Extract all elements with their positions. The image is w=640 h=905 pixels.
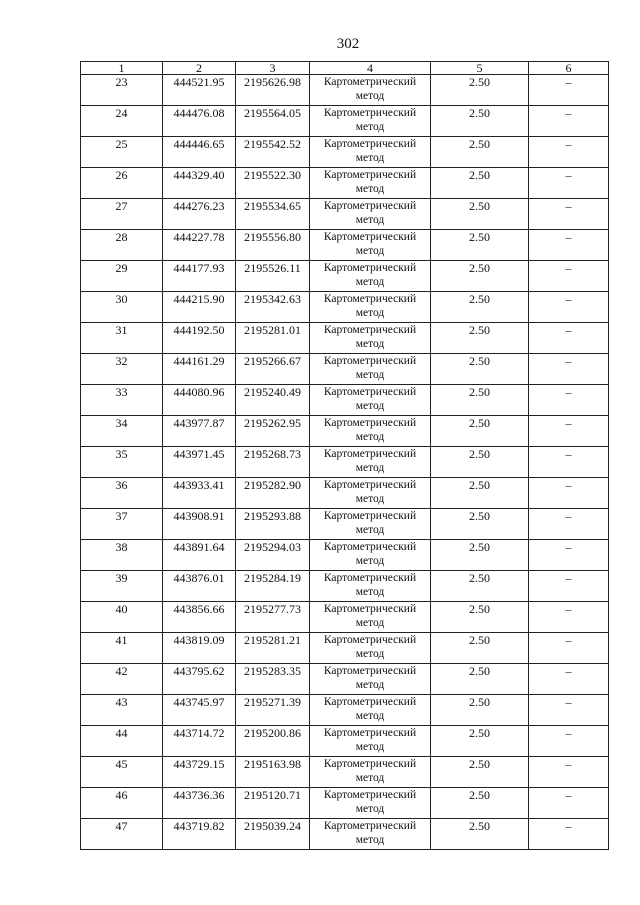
y-coordinate-cell: 2195626.98 (236, 75, 310, 106)
x-coordinate-cell: 444521.95 (163, 75, 236, 106)
x-coordinate-cell: 444192.50 (163, 323, 236, 354)
point-number-cell: 42 (81, 664, 163, 695)
method-label-line1: Картометрический (323, 417, 417, 429)
method-cell (310, 323, 431, 354)
x-coordinate-cell: 443745.97 (163, 695, 236, 726)
x-coordinate-cell: 443719.82 (163, 819, 236, 850)
accuracy-cell: 2.50 (431, 323, 529, 354)
accuracy-cell: 2.50 (431, 354, 529, 385)
method-label-line2: метод (355, 803, 385, 815)
point-number-cell: 36 (81, 478, 163, 509)
method-cell (310, 106, 431, 137)
accuracy-cell: 2.50 (431, 540, 529, 571)
y-coordinate-cell: 2195281.21 (236, 633, 310, 664)
method-label-line1: Картометрический (323, 758, 417, 770)
y-coordinate-cell: 2195266.67 (236, 354, 310, 385)
method-label-line2: метод (355, 307, 385, 319)
method-label-line1: Картометрический (323, 696, 417, 708)
y-coordinate-cell: 2195283.35 (236, 664, 310, 695)
notes-cell: – (529, 602, 609, 633)
point-number-cell: 27 (81, 199, 163, 230)
point-number-cell: 46 (81, 788, 163, 819)
accuracy-cell: 2.50 (431, 137, 529, 168)
method-label-line2: метод (355, 183, 385, 195)
method-label-line1: Картометрический (323, 231, 417, 243)
point-number-cell: 45 (81, 757, 163, 788)
method-label-line1: Картометрический (323, 510, 417, 522)
point-number-cell: 26 (81, 168, 163, 199)
notes-cell: – (529, 261, 609, 292)
table-row (81, 819, 609, 850)
method-label-line2: метод (355, 834, 385, 846)
x-coordinate-cell: 443714.72 (163, 726, 236, 757)
method-label-line1: Картометрический (323, 386, 417, 398)
table-row (81, 788, 609, 819)
y-coordinate-cell: 2195039.24 (236, 819, 310, 850)
y-coordinate-cell: 2195120.71 (236, 788, 310, 819)
method-label-line2: метод (355, 400, 385, 412)
method-cell (310, 75, 431, 106)
y-coordinate-cell: 2195564.05 (236, 106, 310, 137)
accuracy-cell: 2.50 (431, 695, 529, 726)
accuracy-cell: 2.50 (431, 106, 529, 137)
table-row (81, 633, 609, 664)
table-row (81, 292, 609, 323)
column-header-5: 5 (431, 62, 529, 75)
y-coordinate-cell: 2195271.39 (236, 695, 310, 726)
x-coordinate-cell: 444329.40 (163, 168, 236, 199)
table-row (81, 168, 609, 199)
method-label-line2: метод (355, 524, 385, 536)
accuracy-cell: 2.50 (431, 602, 529, 633)
point-number-cell: 33 (81, 385, 163, 416)
method-label-line1: Картометрический (323, 479, 417, 491)
method-label-line2: метод (355, 152, 385, 164)
y-coordinate-cell: 2195282.90 (236, 478, 310, 509)
x-coordinate-cell: 443856.66 (163, 602, 236, 633)
method-label-line2: метод (355, 772, 385, 784)
table-row (81, 137, 609, 168)
y-coordinate-cell: 2195556.80 (236, 230, 310, 261)
table-row (81, 354, 609, 385)
table-row (81, 602, 609, 633)
method-label-line2: метод (355, 276, 385, 288)
accuracy-cell: 2.50 (431, 168, 529, 199)
point-number-cell: 28 (81, 230, 163, 261)
method-label-line2: метод (355, 214, 385, 226)
y-coordinate-cell: 2195163.98 (236, 757, 310, 788)
notes-cell: – (529, 633, 609, 664)
x-coordinate-cell: 443876.01 (163, 571, 236, 602)
y-coordinate-cell: 2195240.49 (236, 385, 310, 416)
method-label-line2: метод (355, 586, 385, 598)
method-label-line1: Картометрический (323, 727, 417, 739)
method-cell (310, 509, 431, 540)
accuracy-cell: 2.50 (431, 633, 529, 664)
x-coordinate-cell: 443971.45 (163, 447, 236, 478)
method-cell (310, 819, 431, 850)
accuracy-cell: 2.50 (431, 819, 529, 850)
method-label-line2: метод (355, 431, 385, 443)
point-number-cell: 24 (81, 106, 163, 137)
table-row (81, 478, 609, 509)
x-coordinate-cell: 443819.09 (163, 633, 236, 664)
accuracy-cell: 2.50 (431, 509, 529, 540)
x-coordinate-cell: 443891.64 (163, 540, 236, 571)
x-coordinate-cell: 443908.91 (163, 509, 236, 540)
method-cell (310, 447, 431, 478)
notes-cell: – (529, 757, 609, 788)
accuracy-cell: 2.50 (431, 230, 529, 261)
method-label-line1: Картометрический (323, 262, 417, 274)
notes-cell: – (529, 540, 609, 571)
method-cell (310, 230, 431, 261)
method-cell (310, 540, 431, 571)
notes-cell: – (529, 323, 609, 354)
method-label-line2: метод (355, 462, 385, 474)
x-coordinate-cell: 444276.23 (163, 199, 236, 230)
method-cell (310, 757, 431, 788)
table-row (81, 571, 609, 602)
method-cell (310, 137, 431, 168)
method-label-line2: метод (355, 90, 385, 102)
notes-cell: – (529, 75, 609, 106)
point-number-cell: 34 (81, 416, 163, 447)
method-label-line2: метод (355, 369, 385, 381)
y-coordinate-cell: 2195281.01 (236, 323, 310, 354)
table-row (81, 199, 609, 230)
accuracy-cell: 2.50 (431, 664, 529, 695)
method-cell (310, 292, 431, 323)
column-header-4: 4 (310, 62, 431, 75)
method-cell (310, 726, 431, 757)
table-row (81, 695, 609, 726)
method-label-line2: метод (355, 648, 385, 660)
method-cell (310, 385, 431, 416)
table-row (81, 726, 609, 757)
table-body (81, 75, 609, 850)
notes-cell: – (529, 447, 609, 478)
table-row (81, 75, 609, 106)
point-number-cell: 23 (81, 75, 163, 106)
method-cell (310, 788, 431, 819)
notes-cell: – (529, 385, 609, 416)
point-number-cell: 31 (81, 323, 163, 354)
x-coordinate-cell: 443933.41 (163, 478, 236, 509)
method-label-line2: метод (355, 741, 385, 753)
y-coordinate-cell: 2195293.88 (236, 509, 310, 540)
x-coordinate-cell: 444161.29 (163, 354, 236, 385)
method-label-line1: Картометрический (323, 572, 417, 584)
point-number-cell: 40 (81, 602, 163, 633)
method-cell (310, 633, 431, 664)
notes-cell: – (529, 478, 609, 509)
method-label-line1: Картометрический (323, 603, 417, 615)
coordinates-table (80, 61, 609, 850)
x-coordinate-cell: 443729.15 (163, 757, 236, 788)
accuracy-cell: 2.50 (431, 757, 529, 788)
y-coordinate-cell: 2195268.73 (236, 447, 310, 478)
method-label-line1: Картометрический (323, 200, 417, 212)
method-label-line2: метод (355, 679, 385, 691)
table-row (81, 757, 609, 788)
header-row (81, 62, 609, 75)
method-label-line1: Картометрический (323, 76, 417, 88)
accuracy-cell: 2.50 (431, 416, 529, 447)
method-cell (310, 199, 431, 230)
accuracy-cell: 2.50 (431, 292, 529, 323)
method-cell (310, 168, 431, 199)
column-header-1: 1 (81, 62, 163, 75)
x-coordinate-cell: 443977.87 (163, 416, 236, 447)
y-coordinate-cell: 2195262.95 (236, 416, 310, 447)
method-label-line1: Картометрический (323, 169, 417, 181)
x-coordinate-cell: 443795.62 (163, 664, 236, 695)
point-number-cell: 32 (81, 354, 163, 385)
table-header (81, 62, 609, 75)
accuracy-cell: 2.50 (431, 447, 529, 478)
method-label-line1: Картометрический (323, 634, 417, 646)
accuracy-cell: 2.50 (431, 478, 529, 509)
accuracy-cell: 2.50 (431, 199, 529, 230)
notes-cell: – (529, 664, 609, 695)
method-label-line1: Картометрический (323, 138, 417, 150)
x-coordinate-cell: 443736.36 (163, 788, 236, 819)
accuracy-cell: 2.50 (431, 788, 529, 819)
y-coordinate-cell: 2195542.52 (236, 137, 310, 168)
method-cell (310, 354, 431, 385)
method-label-line2: метод (355, 710, 385, 722)
notes-cell: – (529, 819, 609, 850)
method-label-line1: Картометрический (323, 820, 417, 832)
point-number-cell: 29 (81, 261, 163, 292)
method-cell (310, 664, 431, 695)
method-label-line1: Картометрический (323, 107, 417, 119)
column-header-6: 6 (529, 62, 609, 75)
x-coordinate-cell: 444227.78 (163, 230, 236, 261)
method-label-line1: Картометрический (323, 293, 417, 305)
method-label-line1: Картометрический (323, 448, 417, 460)
notes-cell: – (529, 106, 609, 137)
x-coordinate-cell: 444080.96 (163, 385, 236, 416)
point-number-cell: 35 (81, 447, 163, 478)
table-row (81, 540, 609, 571)
method-label-line1: Картометрический (323, 541, 417, 553)
accuracy-cell: 2.50 (431, 261, 529, 292)
notes-cell: – (529, 416, 609, 447)
page-number: 302 (336, 36, 360, 52)
notes-cell: – (529, 571, 609, 602)
method-cell (310, 416, 431, 447)
table-row (81, 416, 609, 447)
method-cell (310, 602, 431, 633)
method-cell (310, 571, 431, 602)
notes-cell: – (529, 292, 609, 323)
accuracy-cell: 2.50 (431, 571, 529, 602)
table-row (81, 106, 609, 137)
point-number-cell: 38 (81, 540, 163, 571)
method-label-line1: Картометрический (323, 324, 417, 336)
notes-cell: – (529, 199, 609, 230)
notes-cell: – (529, 137, 609, 168)
y-coordinate-cell: 2195277.73 (236, 602, 310, 633)
table-row (81, 385, 609, 416)
y-coordinate-cell: 2195526.11 (236, 261, 310, 292)
x-coordinate-cell: 444476.08 (163, 106, 236, 137)
table-row (81, 323, 609, 354)
y-coordinate-cell: 2195522.30 (236, 168, 310, 199)
point-number-cell: 47 (81, 819, 163, 850)
notes-cell: – (529, 168, 609, 199)
x-coordinate-cell: 444177.93 (163, 261, 236, 292)
method-label-line2: метод (355, 493, 385, 505)
y-coordinate-cell: 2195342.63 (236, 292, 310, 323)
table-row (81, 447, 609, 478)
notes-cell: – (529, 354, 609, 385)
point-number-cell: 25 (81, 137, 163, 168)
method-label-line2: метод (355, 121, 385, 133)
point-number-cell: 44 (81, 726, 163, 757)
method-label-line1: Картометрический (323, 789, 417, 801)
method-label-line2: метод (355, 338, 385, 350)
point-number-cell: 41 (81, 633, 163, 664)
point-number-cell: 30 (81, 292, 163, 323)
point-number-cell: 43 (81, 695, 163, 726)
y-coordinate-cell: 2195284.19 (236, 571, 310, 602)
table-row (81, 230, 609, 261)
y-coordinate-cell: 2195200.86 (236, 726, 310, 757)
y-coordinate-cell: 2195534.65 (236, 199, 310, 230)
point-number-cell: 39 (81, 571, 163, 602)
table-row (81, 509, 609, 540)
x-coordinate-cell: 444446.65 (163, 137, 236, 168)
point-number-cell: 37 (81, 509, 163, 540)
method-label-line2: метод (355, 245, 385, 257)
notes-cell: – (529, 230, 609, 261)
method-cell (310, 478, 431, 509)
column-header-2: 2 (163, 62, 236, 75)
notes-cell: – (529, 726, 609, 757)
table-row (81, 664, 609, 695)
method-cell (310, 695, 431, 726)
method-label-line1: Картометрический (323, 355, 417, 367)
table-row (81, 261, 609, 292)
x-coordinate-cell: 444215.90 (163, 292, 236, 323)
method-label-line2: метод (355, 617, 385, 629)
method-cell (310, 261, 431, 292)
y-coordinate-cell: 2195294.03 (236, 540, 310, 571)
accuracy-cell: 2.50 (431, 385, 529, 416)
method-label-line2: метод (355, 555, 385, 567)
column-header-3: 3 (236, 62, 310, 75)
notes-cell: – (529, 509, 609, 540)
notes-cell: – (529, 695, 609, 726)
notes-cell: – (529, 788, 609, 819)
accuracy-cell: 2.50 (431, 726, 529, 757)
method-label-line1: Картометрический (323, 665, 417, 677)
accuracy-cell: 2.50 (431, 75, 529, 106)
